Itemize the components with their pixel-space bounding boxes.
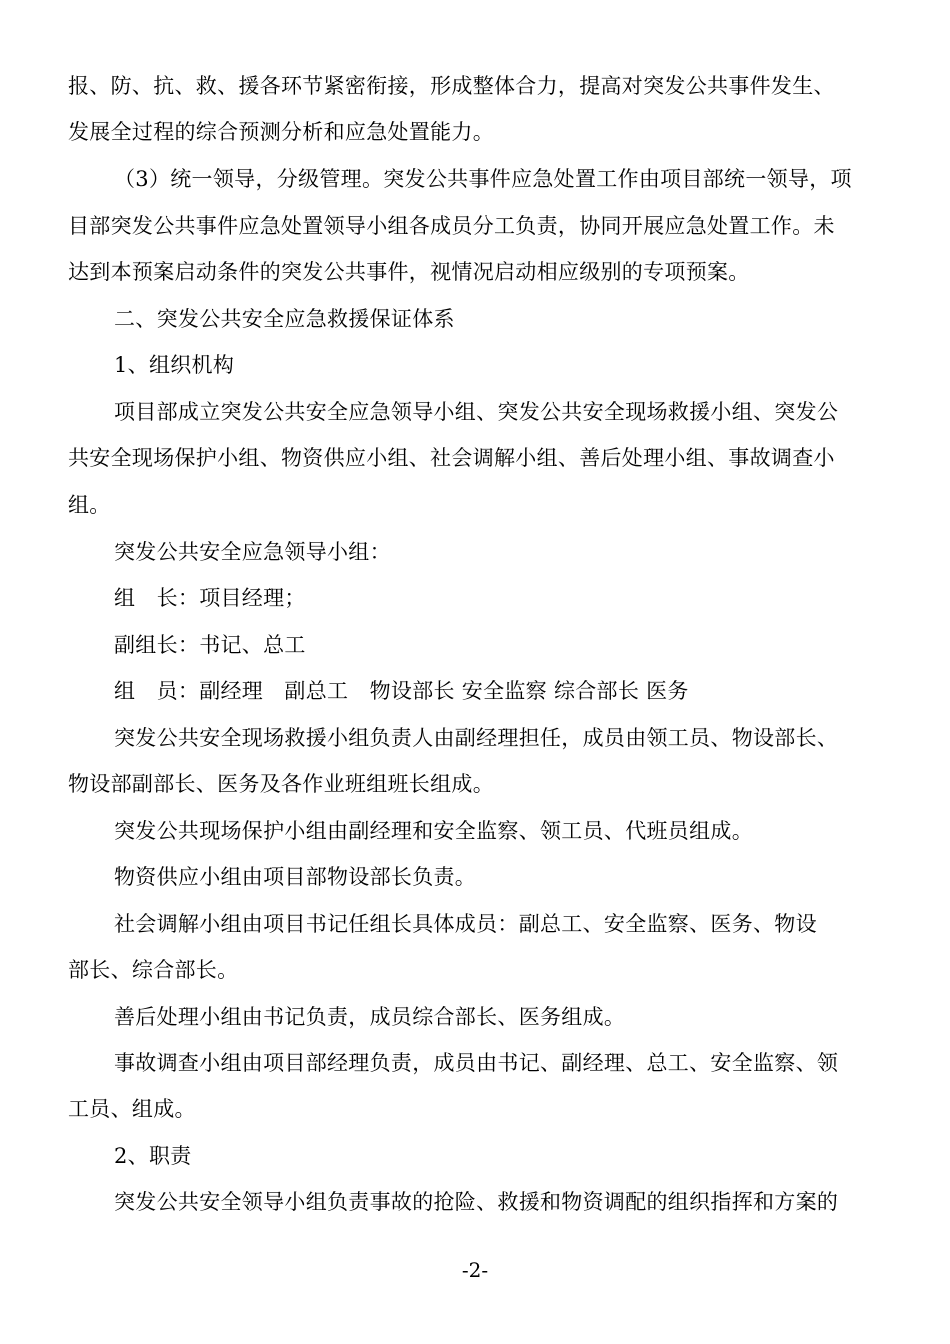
text-line-17: 突发公共现场保护小组由副经理和安全监察、领工员、代班员组成。: [114, 819, 753, 843]
subsection-heading-organization: 1、组织机构: [114, 353, 235, 377]
text-line-21: 善后处理小组由书记负责，成员综合部长、医务组成。: [114, 1005, 626, 1029]
text-line-18: 物资供应小组由项目部物设部长负责。: [114, 865, 477, 889]
text-line-20: 部长、综合部长。: [68, 958, 239, 982]
text-line-1: 报、防、抗、救、援各环节紧密衔接，形成整体合力，提高对突发公共事件发生、: [68, 74, 835, 98]
text-line-2: 发展全过程的综合预测分析和应急处置能力。: [68, 120, 494, 144]
text-line-3: （3）统一领导，分级管理。突发公共事件应急处置工作由项目部统一领导，项: [114, 167, 852, 191]
page-number: -2-: [461, 1258, 489, 1282]
text-line-8: 项目部成立突发公共安全应急领导小组、突发公共安全现场救援小组、突发公: [114, 400, 839, 424]
text-line-16: 物设部副部长、医务及各作业班组班长组成。: [68, 772, 494, 796]
text-line-14: 组 员：副经理 副总工 物设部长 安全监察 综合部长 医务: [114, 679, 689, 703]
text-line-11: 突发公共安全应急领导小组：: [114, 540, 391, 564]
text-line-25: 突发公共安全领导小组负责事故的抢险、救援和物资调配的组织指挥和方案的: [114, 1190, 839, 1214]
subsection-heading-duties: 2、职责: [114, 1144, 192, 1168]
text-line-15: 突发公共安全现场救援小组负责人由副经理担任，成员由领工员、物设部长、: [114, 726, 839, 750]
text-line-4: 目部突发公共事件应急处置领导小组各成员分工负责，协同开展应急处置工作。未: [68, 214, 835, 238]
section-heading: 二、突发公共安全应急救援保证体系: [114, 307, 455, 331]
text-line-10: 组。: [68, 493, 111, 517]
text-line-19: 社会调解小组由项目书记任组长具体成员：副总工、安全监察、医务、物设: [114, 912, 817, 936]
text-line-13: 副组长：书记、总工: [114, 633, 306, 657]
text-line-22: 事故调查小组由项目部经理负责，成员由书记、副经理、总工、安全监察、领: [114, 1051, 839, 1075]
text-line-12: 组 长：项目经理；: [114, 586, 306, 610]
text-line-23: 工员、组成。: [68, 1097, 196, 1121]
text-line-5: 达到本预案启动条件的突发公共事件，视情况启动相应级别的专项预案。: [68, 260, 750, 284]
text-line-9: 共安全现场保护小组、物资供应小组、社会调解小组、善后处理小组、事故调查小: [68, 446, 835, 470]
